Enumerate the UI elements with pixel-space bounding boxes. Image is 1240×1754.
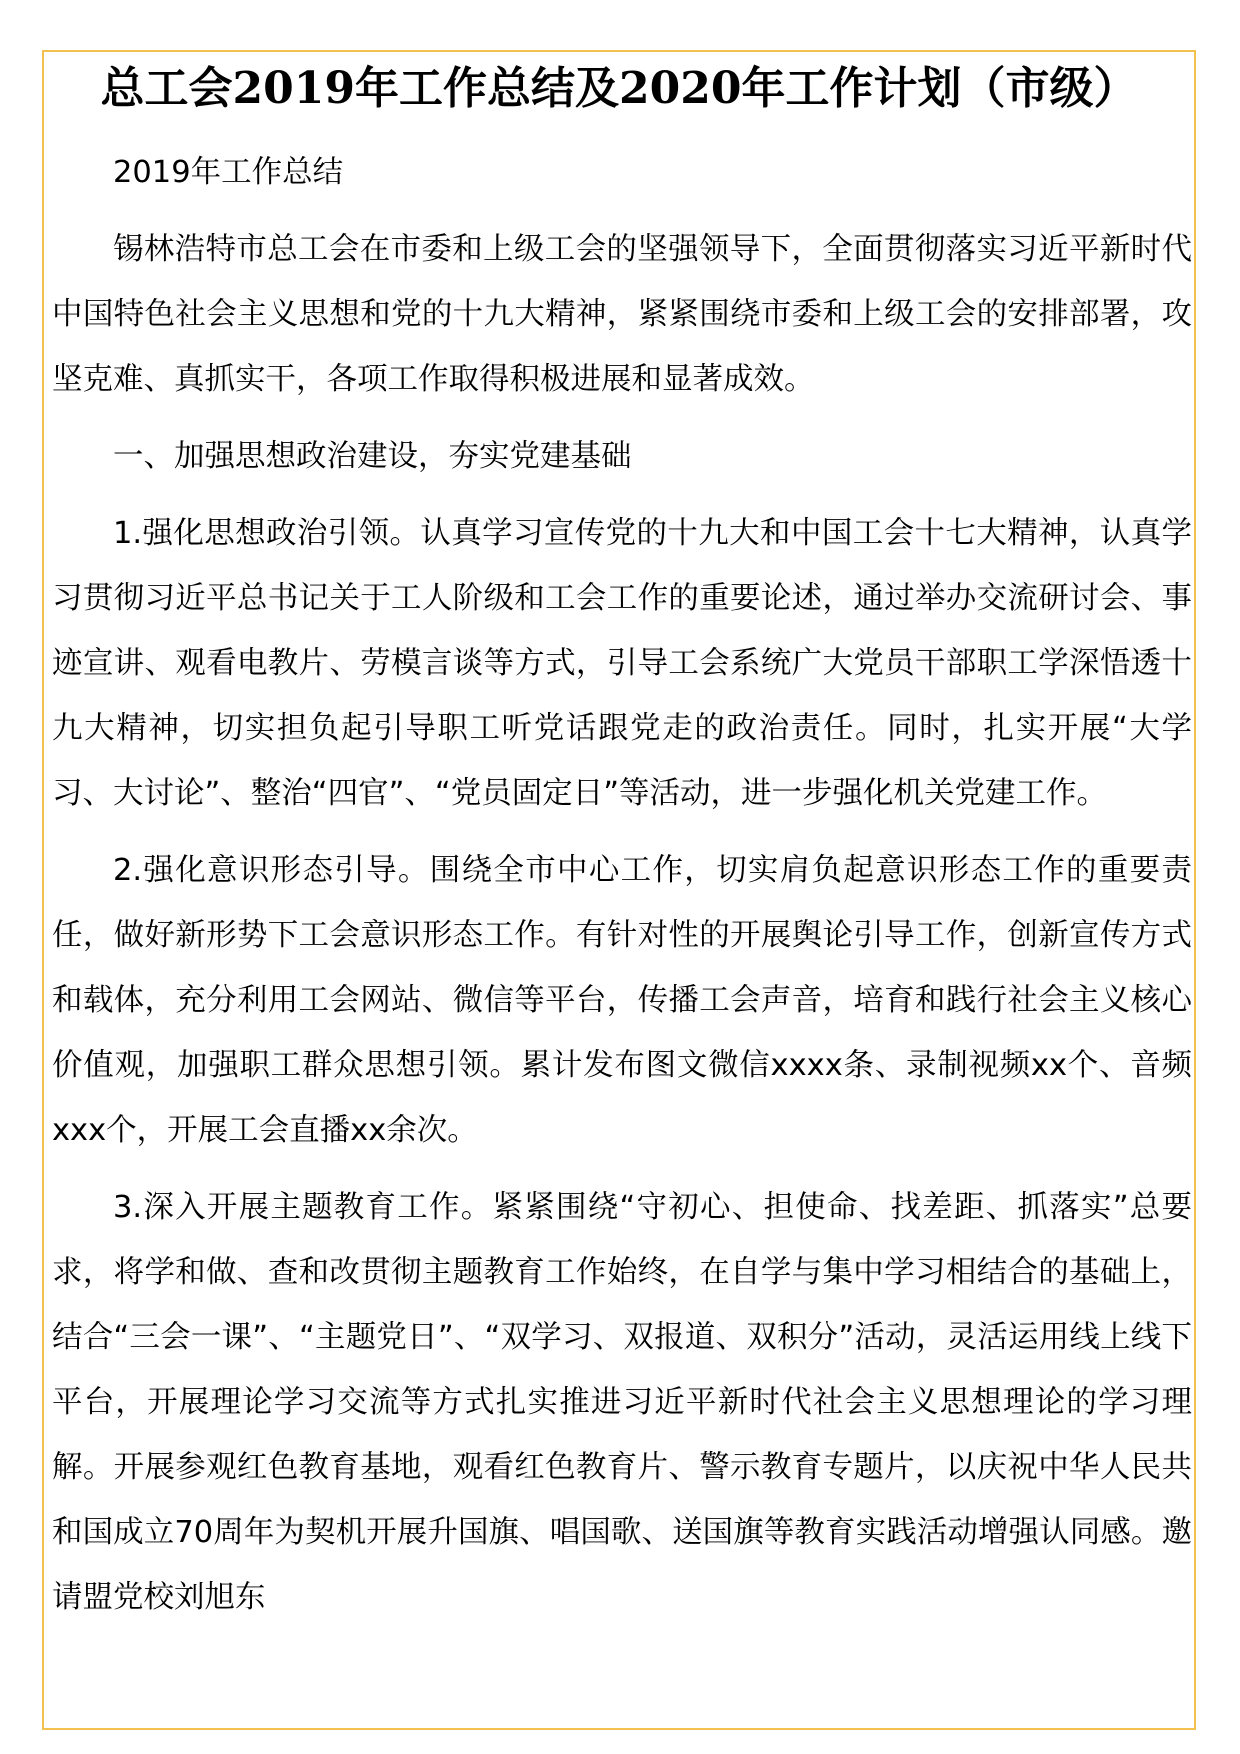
document-title: 总工会2019年工作总结及2020年工作计划（市级）	[100, 63, 1138, 114]
section-heading: 2019年工作总结	[113, 155, 344, 190]
part-one-heading: 一、加强思想政治建设，夯实党建基础	[113, 439, 632, 474]
item-1-paragraph: 1.强化思想政治引领。认真学习宣传党的十九大和中国工会十七大精神，认真学习贯彻习近平总书记关于工人阶级和工会工作的重要论述，通过举办交流研讨会、事迹宣讲、观看电教片、劳模言谈等方式，引导工会系统广大党员干部职工学深悟透十九大精神，切实担负起引导职工听党话跟党走的政治责任。同时，扎实开展“大学习、大讨论”、整治“四官”、“党员固定日”等活动，进一步强化机关党建工作。	[52, 516, 1192, 811]
item-2-paragraph: 2.强化意识形态引导。围绕全市中心工作，切实肩负起意识形态工作的重要责任，做好新形势下工会意识形态工作。有针对性的开展舆论引导工作，创新宣传方式和载体，充分利用工会网站、微信等平台，传播工会声音，培育和践行社会主义核心价值观，加强职工群众思想引领。累计发布图文微信xxxx条、录制视频xx个、音频xxx个，开展工会直播xx余次。	[52, 853, 1192, 1148]
document-body	[52, 140, 1192, 1630]
intro-paragraph: 锡林浩特市总工会在市委和上级工会的坚强领导下，全面贯彻落实习近平新时代中国特色社会主义思想和党的十九大精神，紧紧围绕市委和上级工会的安排部署，攻坚克难、真抓实干，各项工作取得积极进展和显著成效。	[52, 232, 1192, 397]
item-3-paragraph: 3.深入开展主题教育工作。紧紧围绕“守初心、担使命、找差距、抓落实”总要求，将学和做、查和改贯彻主题教育工作始终，在自学与集中学习相结合的基础上，结合“三会一课”、“主题党日”、“双学习、双报道、双积分”活动，灵活运用线上线下平台，开展理论学习交流等方式扎实推进习近平新时代社会主义思想理论的学习理解。开展参观红色教育基地，观看红色教育片、警示教育专题片，以庆祝中华人民共和国成立70周年为契机开展升国旗、唱国歌、送国旗等教育实践活动增强认同感。邀请盟党校刘旭东	[52, 1190, 1192, 1615]
